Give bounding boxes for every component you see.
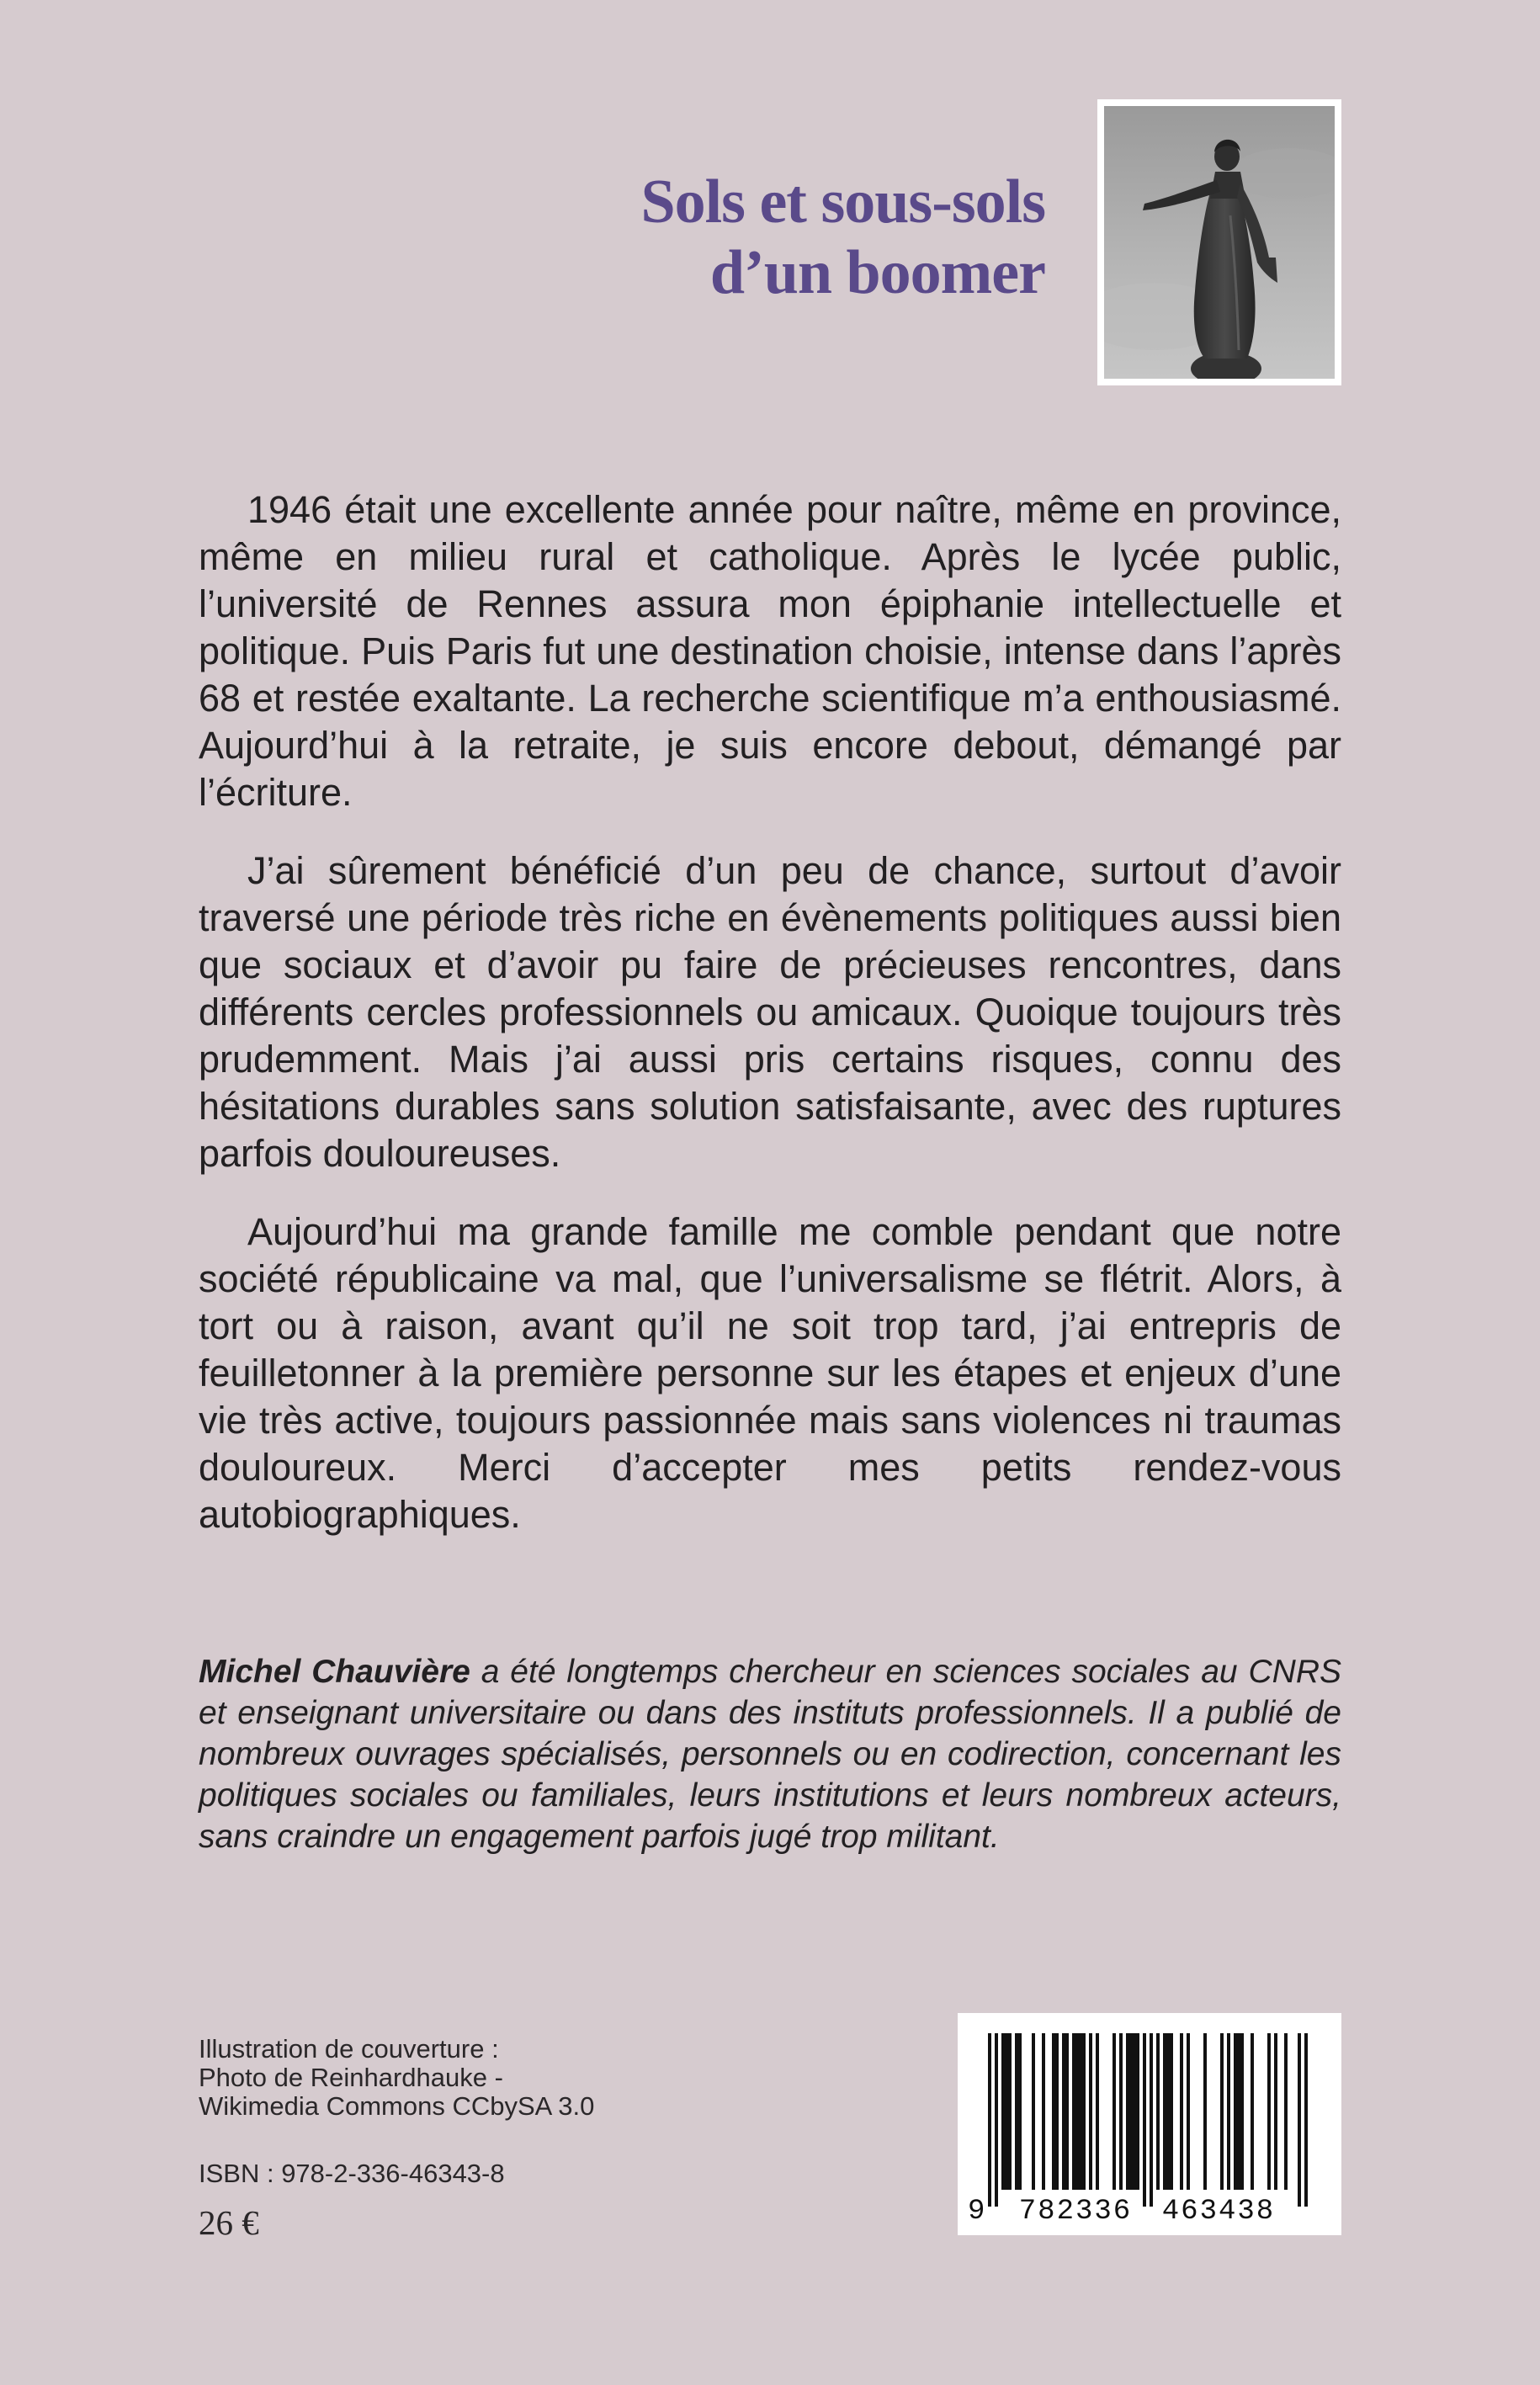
author-name: Michel Chauvière — [199, 1654, 470, 1690]
barcode-right-digits: 463438 — [1161, 2196, 1276, 2228]
barcode-guard-bar — [988, 2033, 991, 2207]
credit-line-2: Photo de Reinhardhauke - — [199, 2063, 503, 2092]
barcode-bar — [1156, 2033, 1160, 2190]
isbn: ISBN : 978-2-336-46343-8 — [199, 2159, 505, 2188]
barcode-bar — [1089, 2033, 1092, 2190]
credit-line-3: Wikimedia Commons CCbySA 3.0 — [199, 2091, 595, 2121]
barcode-guard-bar — [1298, 2033, 1301, 2207]
barcode-bar — [1240, 2033, 1244, 2190]
barcode-bar — [1072, 2033, 1075, 2190]
barcode-bar — [1234, 2033, 1237, 2190]
barcode-bar — [1129, 2033, 1133, 2190]
barcode-bar — [1126, 2033, 1129, 2190]
barcode-guard-bar — [1150, 2033, 1153, 2207]
barcode-bars — [988, 2033, 1308, 2207]
blurb-paragraph-2: J’ai sûrement bénéficié d’un peu de chance, surtout d’avoir traversé une période très riche en évènements politiques aussi bien que sociaux et d’avoir pu faire de précieuses rencontres, dans différents cercles professionnels ou amicaux. Quoique toujours très prudemment. Mais j’ai aussi pris certains risques, connu des hésitations durables sans solution satisfaisante, avec des ruptures parfois douloureuses. — [199, 849, 1341, 1175]
barcode-bar — [1082, 2033, 1086, 2190]
barcode-bar — [1008, 2033, 1012, 2190]
back-cover-blurb — [199, 486, 1341, 1570]
credit-line-1: Illustration de couverture : — [199, 2034, 499, 2064]
barcode-guard-bar — [1143, 2033, 1146, 2207]
barcode-bar — [1005, 2033, 1008, 2190]
barcode-bar — [1136, 2033, 1139, 2190]
blurb-paragraph-1: 1946 était une excellente année pour naître, même en province, même en milieu rural et catholique. Après le lycée public, l’université de Rennes assura mon épiphanie intellectuelle et politique. Puis Paris fut une destination choisie, intense dans l’après 68 et restée exaltante. La recherche scientifique m’a enthousiasmé. Aujourd’hui à la retraite, je suis encore debout, démangé par l’écriture. — [199, 488, 1341, 814]
barcode-bar — [1220, 2033, 1224, 2190]
title-line-2: d’un boomer — [709, 238, 1045, 307]
blurb-paragraph-3: Aujourd’hui ma grande famille me comble pendant que notre société républicaine va mal, que l’universalisme se flétrit. Alors, à tort ou à raison, avant qu’il ne soit trop tard, j’ai entrepris de feuilletonner à la première personne sur les étapes et enjeux d’une vie très active, toujours passionnée mais sans violences ni traumas douloureux. Merci d’accepter mes petits rendez-vous autobiographiques. — [199, 1210, 1341, 1536]
barcode-bar — [1079, 2033, 1082, 2190]
barcode-first-digit: 9 — [968, 2196, 985, 2228]
barcode-bar — [1180, 2033, 1183, 2190]
barcode-bar — [1227, 2033, 1230, 2190]
barcode-bar — [1075, 2033, 1079, 2190]
barcode — [958, 2013, 1341, 2235]
barcode-bar — [1187, 2033, 1190, 2190]
barcode-bar — [1001, 2033, 1005, 2190]
barcode-bar — [1042, 2033, 1045, 2190]
barcode-bar — [1062, 2033, 1065, 2190]
barcode-bar — [1018, 2033, 1022, 2190]
illustration-credits — [199, 2035, 594, 2121]
cover-photo — [1097, 99, 1341, 385]
barcode-bar — [1163, 2033, 1166, 2190]
barcode-bar — [1166, 2033, 1170, 2190]
barcode-bar — [1113, 2033, 1116, 2190]
barcode-bar — [1032, 2033, 1035, 2190]
barcode-bar — [1274, 2033, 1277, 2190]
barcode-guard-bar — [1304, 2033, 1308, 2207]
barcode-bar — [1284, 2033, 1288, 2190]
barcode-bar — [1170, 2033, 1173, 2190]
barcode-bar — [1052, 2033, 1055, 2190]
author-bio-text: a été longtemps chercheur en sciences sociales au CNRS et enseignant universitaire ou dans des instituts professionnels. Il a publié de nombreux ouvrages spécialisés, personnels ou en codirection, concernant les politiques sociales ou familiales, leurs institutions et leurs nombreux acteurs, sans craindre un engagement parfois jugé trop militant. — [199, 1654, 1342, 1855]
barcode-graphic — [958, 2013, 1341, 2235]
barcode-bar — [1237, 2033, 1240, 2190]
statue-photo-icon — [1104, 106, 1335, 379]
barcode-bar — [1119, 2033, 1123, 2190]
barcode-left-digits: 782336 — [1018, 2196, 1133, 2228]
barcode-guard-bar — [995, 2033, 998, 2207]
barcode-bar — [1251, 2033, 1254, 2190]
author-bio — [199, 1651, 1341, 1857]
barcode-bar — [1133, 2033, 1136, 2190]
barcode-bar — [1015, 2033, 1018, 2190]
barcode-bar — [1055, 2033, 1059, 2190]
barcode-bar — [1267, 2033, 1271, 2190]
barcode-bar — [1203, 2033, 1207, 2190]
barcode-bar — [1065, 2033, 1069, 2190]
price: 26 € — [199, 2203, 259, 2242]
title-line-1: Sols et sous-sols — [640, 167, 1045, 236]
barcode-bar — [1096, 2033, 1099, 2190]
book-title — [640, 167, 1045, 308]
